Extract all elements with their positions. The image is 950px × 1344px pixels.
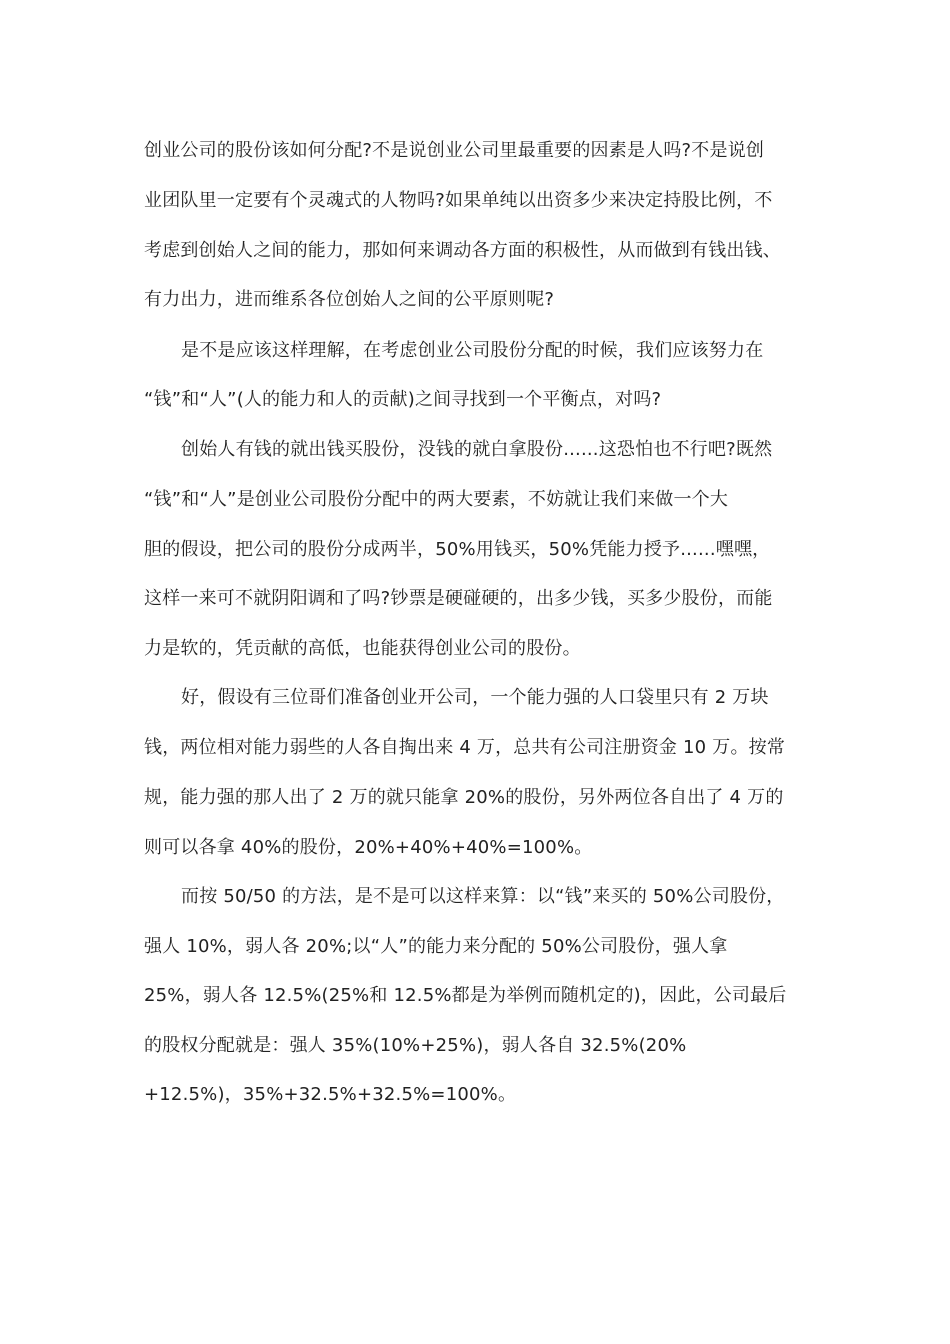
text-line: 胆的假设，把公司的股份分成两半，50%用钱买，50%凭能力授予......嘿嘿， xyxy=(144,539,771,560)
text-line: 创业公司的股份该如何分配?不是说创业公司里最重要的因素是人吗?不是说创 xyxy=(144,140,765,161)
text-line: 而按 50/50 的方法，是不是可以这样来算：以“钱”来买的 50%公司股份， xyxy=(181,886,785,907)
text-line: 这样一来可不就阴阳调和了吗?钞票是硬碰硬的，出多少钱，买多少股份，而能 xyxy=(144,588,773,609)
text-line: +12.5%)，35%+32.5%+32.5%=100%。 xyxy=(144,1084,517,1105)
text-line: 的股权分配就是：强人 35%(10%+25%)，弱人各自 32.5%(20% xyxy=(144,1035,687,1056)
text-line: 业团队里一定要有个灵魂式的人物吗?如果单纯以出资多少来决定持股比例，不 xyxy=(144,190,773,211)
text-line: “钱”和“人”是创业公司股份分配中的两大要素，不妨就让我们来做一个大 xyxy=(144,489,729,510)
text-line: 钱，两位相对能力弱些的人各自掏出来 4 万，总共有公司注册资金 10 万。按常 xyxy=(144,737,786,758)
text-line: 有力出力，进而维系各位创始人之间的公平原则呢? xyxy=(144,289,555,310)
text-line: 25%，弱人各 12.5%(25%和 12.5%都是为举例而随机定的)，因此，公司最后 xyxy=(144,985,787,1006)
text-line: 考虑到创始人之间的能力，那如何来调动各方面的积极性，从而做到有钱出钱、 xyxy=(144,240,781,261)
text-line: 创始人有钱的就出钱买股份，没钱的就白拿股份......这恐怕也不行吧?既然 xyxy=(181,439,773,460)
text-line: “钱”和“人”(人的能力和人的贡献)之间寻找到一个平衡点，对吗? xyxy=(144,389,662,410)
text-line: 力是软的，凭贡献的高低，也能获得创业公司的股份。 xyxy=(144,638,581,659)
text-line: 是不是应该这样理解，在考虑创业公司股份分配的时候，我们应该努力在 xyxy=(181,340,764,361)
text-line: 规，能力强的那人出了 2 万的就只能拿 20%的股份，另外两位各自出了 4 万的 xyxy=(144,787,784,808)
text-line: 强人 10%，弱人各 20%;以“人”的能力来分配的 50%公司股份，强人拿 xyxy=(144,936,728,957)
text-line: 好，假设有三位哥们准备创业开公司，一个能力强的人口袋里只有 2 万块 xyxy=(181,687,769,708)
text-line: 则可以各拿 40%的股份，20%+40%+40%=100%。 xyxy=(144,837,593,858)
